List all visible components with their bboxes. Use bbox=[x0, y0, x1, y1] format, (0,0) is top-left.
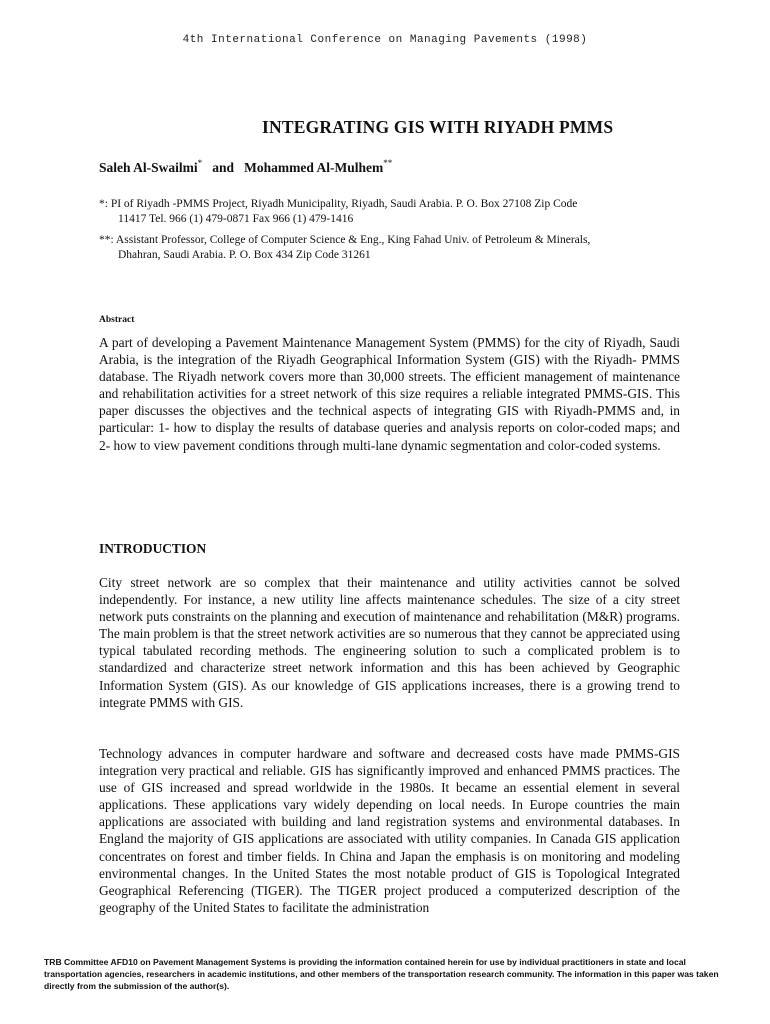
paper-title: INTEGRATING GIS WITH RIYADH PMMS bbox=[262, 117, 614, 137]
introduction-paragraph-1: City street network are so complex that their maintenance and utility activities cannot be solved independently. For instance, a new utility line affects maintenance schedules. The size of a city street network puts constraints on the planning and execution of maintenance and rehabilitation (M&R) programs. The main problem is that the street network activities are so numerous that they cannot be appreciated using typical tabulated recording methods. The engineering solution to such a complicated problem is to standardized and characterize street network information and this has been achieved by Geographic Information System (GIS). As our knowledge of GIS applications increases, there is a growing trend to integrate PMMS with GIS. bbox=[99, 575, 680, 710]
author-1-mark: * bbox=[197, 158, 203, 168]
abstract-heading: Abstract bbox=[99, 315, 135, 325]
affiliation-1-line-2: 11417 Tel. 966 (1) 479-0871 Fax 966 (1) 479-1416 bbox=[118, 213, 354, 225]
affiliation-2-line-2: Dhahran, Saudi Arabia. P. O. Box 434 Zip Code 31261 bbox=[118, 249, 371, 261]
affiliation-1-line-1: *: PI of Riyadh -PMMS Project, Riyadh Municipality, Riyadh, Saudi Arabia. P. O. Box 27108 Zip Code bbox=[99, 198, 578, 210]
affiliation-2-line-1: **: Assistant Professor, College of Computer Science & Eng., King Fahad Univ. of Petroleum & Minerals, bbox=[99, 234, 591, 246]
running-head: 4th International Conference on Managing Pavements (1998) bbox=[182, 34, 588, 46]
author-2-mark: ** bbox=[383, 158, 393, 168]
author-2-name: Mohammed Al-Mulhem bbox=[244, 160, 384, 175]
author-conjunction: and bbox=[212, 160, 235, 175]
author-line bbox=[99, 158, 392, 176]
affiliation-2 bbox=[99, 233, 684, 263]
introduction-heading: INTRODUCTION bbox=[99, 541, 207, 556]
author-1-name: Saleh Al-Swailmi bbox=[99, 160, 198, 175]
abstract-body: A part of developing a Pavement Maintenance Management System (PMMS) for the city of Riyadh, Saudi Arabia, is the integration of the Riyadh Geographical Information System (GIS) with the Riyadh- PMMS database. The Riyadh network covers more than 30,000 streets. The efficient management of maintenance and rehabilitation activities for a street network of this size requires a reliable integrated PMMS-GIS. This paper discusses the objectives and the technical aspects of integrating GIS with Riyadh-PMMS and, in particular: 1- how to display the results of database queries and analysis reports on color-coded maps; and 2- how to view pavement conditions through multi-lane dynamic segmentation and color-coded systems. bbox=[99, 335, 680, 453]
introduction-paragraph-2: Technology advances in computer hardware and software and decreased costs have made PMMS-GIS integration very practical and reliable. GIS has significantly improved and enhanced PMMS practices. The use of GIS increased and spread worldwide in the 1980s. It became an essential element in several applications. These applications vary widely depending on local needs. In Europe countries the main applications are associated with building and land registration systems and environmental databases. In England the majority of GIS applications are associated with utility companies. In Canada GIS application concentrates on forest and timber fields. In China and Japan the emphasis is on monitoring and modeling environmental changes. In the United States the most notable product of GIS is Topological Integrated Geographical Referencing (TIGER). The TIGER project produced a computerized description of the geography of the United States to facilitate the administration bbox=[99, 746, 680, 915]
page-footer-notice: TRB Committee AFD10 on Pavement Management Systems is providing the information contained herein for use by individual practitioners in state and local transportation agencies, researchers in academic institutions, and other members of the transportation research community. The information in this paper was taken directly from the submission of the author(s). bbox=[44, 957, 719, 991]
affiliation-1 bbox=[99, 197, 684, 227]
